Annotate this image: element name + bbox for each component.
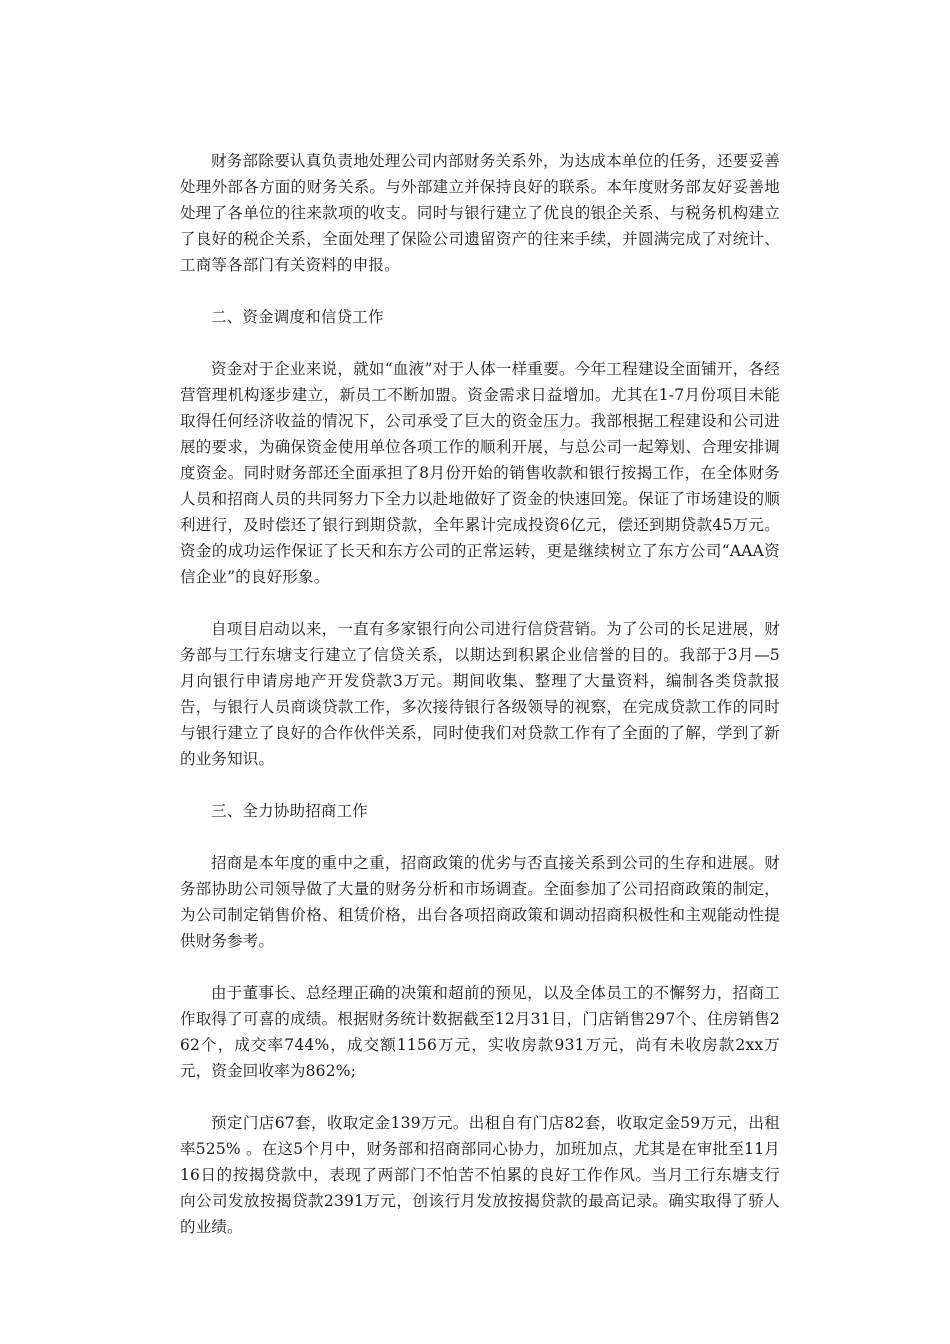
section-heading-investment: 三、全力协助招商工作 (211, 802, 369, 820)
paragraph-funding-dispatch: 资金对于企业来说，就如“血液”对于人体一样重要。今年工程建设全面铺开，各经营管理机构逐步建立，新员工不断加盟。资金需求日益增加。尤其在1-7月份项目未能取得任何经济收益的情况下，公司承受了巨大的资金压力。我部根据工程建设和公司进展的要求，为确保资金使用单位各项工作的顺利开展，与总公司一起筹划、合理安排调度资金。同时财务部还全面承担了8月份开始的销售收款和银行按揭工作，在全体财务人员和招商人员的共同努力下全力以赴地做好了资金的快速回笼。保证了市场建设的顺利进行，及时偿还了银行到期贷款，全年累计完成投资6亿元，偿还到期贷款45万元。资金的成功运作保证了长天和东方公司的正常运转，更是继续树立了东方公司“AAA资信企业”的良好形象。 (180, 360, 780, 586)
paragraph-credit-work: 自项目启动以来，一直有多家银行向公司进行信贷营销。为了公司的长足进展，财务部与工行东塘支行建立了信贷关系，以期达到积累企业信誉的目的。我部于3月—5月向银行申请房地产开发贷款3万元。期间收集、整理了大量资料，编制各类贷款报告，与银行人员商谈贷款工作，多次接待银行各级领导的视察，在完成贷款工作的同时与银行建立了良好的合作伙伴关系，同时使我们对贷款工作有了全面的了解，学到了新的业务知识。 (180, 620, 780, 768)
paragraph-investment-policy: 招商是本年度的重中之重，招商政策的优劣与否直接关系到公司的生存和进展。财务部协助公司领导做了大量的财务分析和市场调查。全面参加了公司招商政策的制定，为公司制定销售价格、租赁价格，出台各项招商政策和调动招商积极性和主观能动性提供财务参考。 (180, 854, 780, 950)
document-body (180, 148, 780, 1266)
paragraph-reservations-leasing: 预定门店67套，收取定金139万元。出租自有门店82套，收取定金59万元，出租率525% 。在这5个月中，财务部和招商部同心协力，加班加点，尤其是在审批至11月16日的按揭贷款中，表现了两部门不怕苦不怕累的良好工作作风。当月工行东塘支行向公司发放按揭贷款2391万元，创该行月发放按揭贷款的最高记录。确实取得了骄人的业绩。 (180, 1114, 780, 1236)
section-heading-funding: 二、资金调度和信贷工作 (211, 308, 384, 326)
paragraph-investment-results: 由于董事长、总经理正确的决策和超前的预见，以及全体员工的不懈努力，招商工作取得了可喜的成绩。根据财务统计数据截至12月31日，门店销售297个、住房销售262个，成交率744%，成交额1156万元，实收房款931万元，尚有未收房款2xx万元，资金回收率为862%; (180, 984, 780, 1080)
paragraph-external-relations: 财务部除要认真负责地处理公司内部财务关系外，为达成本单位的任务，还要妥善处理外部各方面的财务关系。与外部建立并保持良好的联系。本年度财务部友好妥善地处理了各单位的往来款项的收支。同时与银行建立了优良的银企关系、与税务机构建立了良好的税企关系，全面处理了保险公司遗留资产的往来手续，并圆满完成了对统计、工商等各部门有关资料的申报。 (180, 152, 780, 274)
